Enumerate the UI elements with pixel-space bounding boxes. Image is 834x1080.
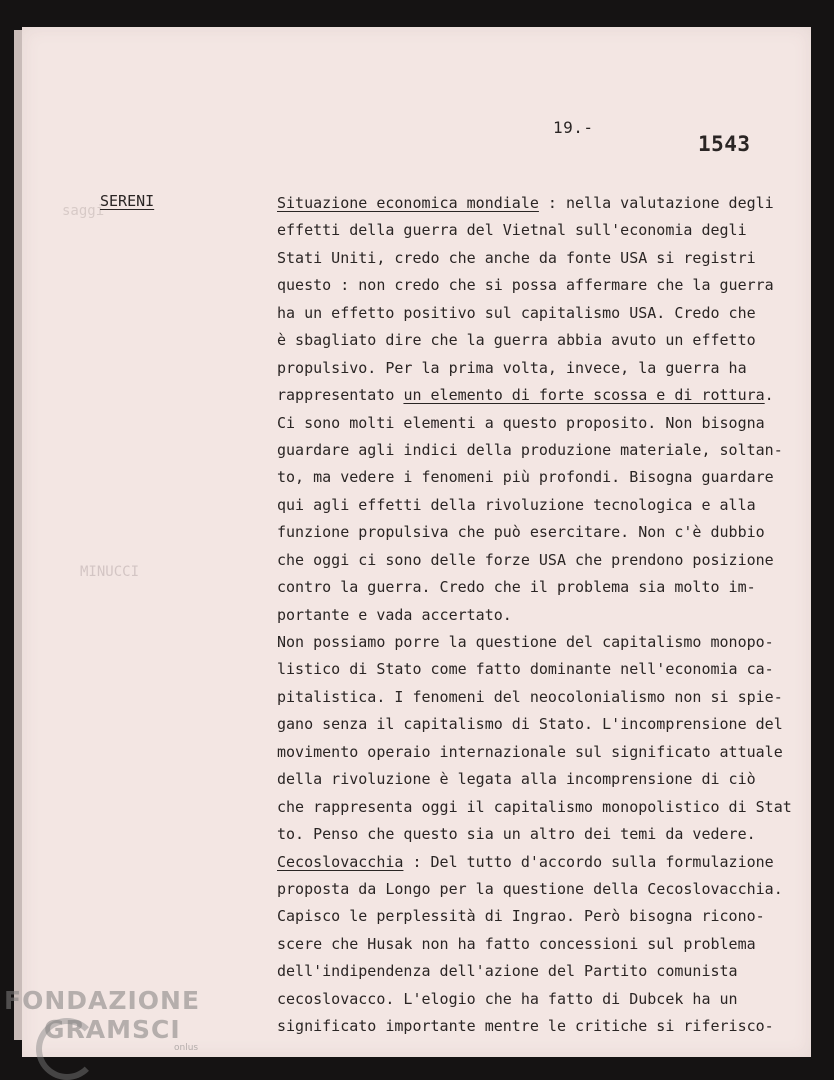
text-line (277, 711, 802, 738)
text-segment: della rivoluzione è legata alla incomprensione di ciò (277, 770, 756, 789)
watermark-g-shape (36, 1018, 98, 1080)
text-segment: to. Penso che questo sia un altro dei temi da vedere. (277, 825, 756, 844)
show-through-speaker-name: MINUCCI (80, 564, 140, 580)
text-segment: è sbagliato dire che la guerra abbia avuto un effetto (277, 331, 756, 350)
text-segment: proposta da Longo per la questione della Cecoslovacchia. (277, 879, 783, 898)
text-segment: : Del tutto d'accordo sulla formulazione (403, 852, 774, 871)
text-segment: Non possiamo porre la questione del capitalismo monopo- (277, 633, 774, 651)
text-line (277, 821, 802, 848)
text-segment: contro la guerra. Credo che il problema sia molto im- (277, 578, 756, 597)
text-line (277, 1013, 802, 1040)
text-segment: Stati Uniti, credo che anche da fonte USA si registri (277, 248, 756, 267)
text-segment: qui agli effetti della rivoluzione tecnologica e alla (277, 495, 756, 514)
text-segment: dell'indipendenza dell'azione del Partito comunista (277, 962, 738, 981)
text-line (277, 300, 802, 327)
text-segment: effetti della guerra del Vietnal sull'economia degli (277, 221, 747, 240)
text-segment: Capisco le perplessità di Ingrao. Però bisogna ricono- (277, 907, 765, 926)
text-line (277, 217, 802, 244)
text-segment: ha un effetto positivo sul capitalismo USA. Credo che (277, 303, 756, 322)
text-segment: movimento operaio internazionale sul significato attuale (277, 742, 783, 761)
text-line (277, 602, 802, 629)
text-segment: pitalistica. I fenomeni del neocolonialismo non si spie- (277, 687, 783, 706)
text-segment: portante e vada accertato. (277, 605, 512, 624)
underlined-text-segment: Cecoslovacchia (277, 852, 404, 871)
text-line (277, 794, 802, 821)
text-segment: : nella valutazione degli (538, 194, 774, 212)
text-segment: scere che Husak non ha fatto concessioni sul problema (277, 934, 756, 953)
archive-number: 1543 (698, 132, 751, 156)
text-line (277, 876, 802, 903)
text-line (277, 519, 802, 546)
speaker-name: SERENI (100, 192, 155, 210)
text-line (277, 245, 802, 272)
text-line (277, 547, 802, 574)
text-segment: che oggi ci sono delle forze USA che prendono posizione (277, 550, 774, 569)
watermark-line-1: FONDAZIONE (4, 986, 201, 1015)
text-segment: . (764, 386, 774, 405)
text-line (277, 849, 802, 876)
text-segment: significato importante mentre le critiche si riferisco- (277, 1017, 774, 1036)
text-line (277, 190, 802, 217)
text-segment: funzione propulsiva che può esercitare. Non c'è dubbio (277, 523, 765, 542)
underlying-page-edge (14, 30, 22, 1040)
text-line (277, 327, 802, 354)
underlined-text-segment: un elemento di forte scossa e di rottura (403, 386, 765, 405)
text-line (277, 492, 802, 519)
page-number: 19.- (553, 118, 594, 137)
text-line (277, 464, 802, 491)
text-segment: guardare agli indici della produzione materiale, soltan- (277, 440, 783, 459)
fondazione-gramsci-watermark (4, 988, 200, 1053)
text-segment: to, ma vedere i fenomeni più profondi. Bisogna guardare (277, 468, 774, 487)
text-segment: Ci sono molti elementi a questo proposito. Non bisogna (277, 413, 765, 432)
text-line (277, 739, 802, 766)
text-line (277, 903, 802, 930)
show-through-text-top: saggi (62, 203, 105, 219)
text-segment: rappresentato (277, 386, 404, 405)
text-line (277, 931, 802, 958)
text-segment: gano senza il capitalismo di Stato. L'incomprensione del (277, 715, 783, 734)
typed-body-text (277, 190, 802, 1041)
text-segment: questo : non credo che si possa affermare che la guerra (277, 276, 774, 295)
text-line (277, 382, 802, 409)
text-line (277, 656, 802, 683)
text-line (277, 410, 802, 437)
text-segment: cecoslovacco. L'elogio che ha fatto di Dubcek ha un (277, 989, 738, 1008)
text-line (277, 629, 802, 656)
text-line (277, 986, 802, 1013)
text-segment: propulsivo. Per la prima volta, invece, la guerra ha (277, 358, 747, 377)
text-line (277, 272, 802, 299)
text-line (277, 766, 802, 793)
text-line (277, 355, 802, 382)
text-line (277, 684, 802, 711)
text-segment: che rappresenta oggi il capitalismo monopolistico di Stat (277, 797, 792, 816)
underlined-text-segment: Situazione economica mondiale (277, 194, 539, 212)
text-segment: listico di Stato come fatto dominante nell'economia ca- (277, 660, 774, 679)
text-line (277, 437, 802, 464)
text-line (277, 574, 802, 601)
watermark-line-2: GRAMSCI (44, 1015, 181, 1044)
watermark-line-3: onlus (174, 1043, 199, 1053)
text-line (277, 958, 802, 985)
